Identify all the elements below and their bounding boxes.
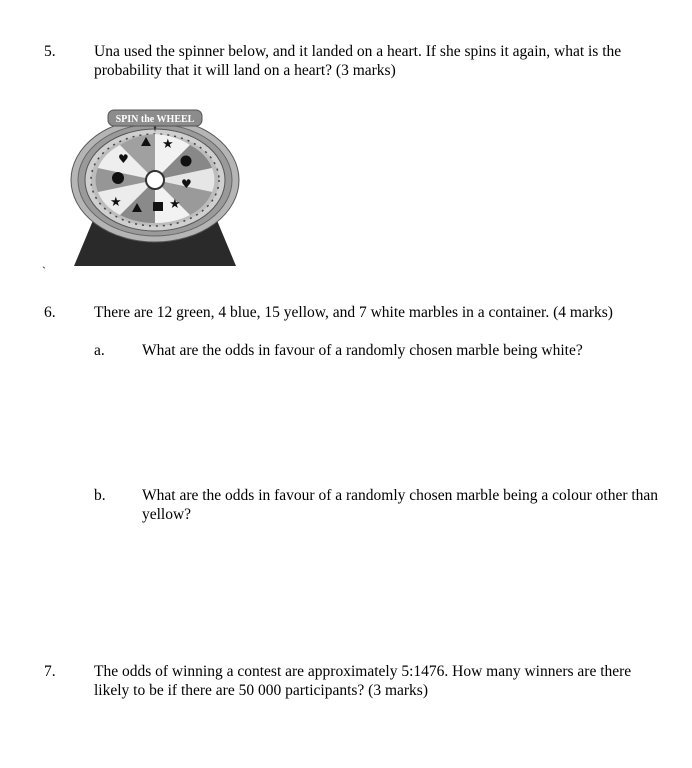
star-icon: ★ — [169, 197, 181, 212]
part-label: b. — [94, 487, 106, 504]
question-text: Una used the spinner below, and it landed on a heart. If she spins it again, what is the probability that it will land on a heart? (3 marks) — [94, 43, 622, 79]
question-number: 5. — [44, 43, 56, 60]
spinner-banner: SPIN the WHEEL — [115, 114, 195, 125]
part-text: What are the odds in favour of a randomly chosen marble being white? — [142, 342, 583, 359]
star-icon: ★ — [162, 137, 174, 152]
circle-icon — [112, 172, 124, 184]
question-number: 7. — [44, 663, 56, 680]
part-label: a. — [94, 342, 105, 359]
heart-icon: ♥ — [118, 152, 129, 166]
star-icon: ★ — [110, 195, 122, 210]
spinner-wheel-image — [66, 106, 244, 268]
question-text: There are 12 green, 4 blue, 15 yellow, and 7 white marbles in a container. (4 marks) — [94, 304, 613, 321]
circle-icon — [181, 156, 192, 167]
question-text: The odds of winning a contest are approximately 5:1476. How many winners are there likely to be if there are 50 000 participants? (3 marks) — [94, 663, 632, 699]
question-number: 6. — [44, 304, 56, 321]
heart-icon: ♥ — [181, 177, 192, 191]
square-icon — [153, 202, 163, 211]
part-text: What are the odds in favour of a randomly chosen marble being a colour other than yellow? — [142, 487, 659, 523]
stray-mark: ` — [42, 264, 46, 278]
